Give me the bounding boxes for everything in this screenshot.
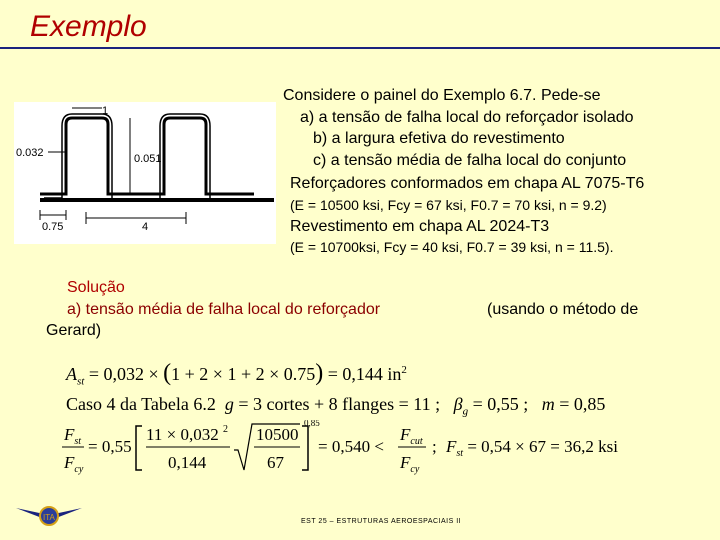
equation-stress — [60, 420, 650, 476]
part-a-label: a) tensão média de falha local do reforçador — [67, 301, 381, 318]
intro-item-a: a) a tensão de falha local do reforçador isolado — [300, 109, 634, 126]
svg-text:0,85: 0,85 — [304, 420, 320, 428]
intro-line1: Considere o painel do Exemplo 6.7. Pede-se — [283, 87, 601, 104]
svg-text:Fst: $F_{st}$ — [64, 425, 82, 447]
svg-text:0,144: 0,144 — [168, 453, 207, 472]
slide-title: Exemplo — [30, 10, 147, 43]
svg-text:10500: 10500 — [256, 425, 299, 444]
dim-thickness-label: 0.032 — [16, 147, 44, 159]
part-a-method-1: (usando o método de — [487, 301, 639, 318]
skin-material: Revestimento em chapa AL 2024-T3 — [290, 218, 550, 235]
dim-flange-label: 0.75 — [42, 221, 64, 233]
solution-heading: Solução — [67, 279, 125, 296]
stiffener-properties: (E = 10500 ksi, Fcy = 67 ksi, F0.7 = 70 ksi, n = 9.2) — [290, 197, 607, 213]
title-rule — [0, 47, 720, 49]
svg-text:= 0,540 <: = 0,540 < — [318, 437, 384, 456]
stiffener-material: Reforçadores conformados em chapa AL 7075-T6 — [290, 175, 645, 192]
part-a-method-2: Gerard) — [46, 322, 102, 339]
svg-text:Fcy: $F_{cy}$ — [400, 453, 420, 475]
equation-case: Caso 4 da Tabela 6.2 g = 3 cortes + 8 flanges = 11 ; $\beta_g = 0,55$ ; m = 0,85 — [66, 394, 606, 418]
svg-text:Fcy: $F_{cy}$ — [64, 453, 84, 475]
footer-course: EST 25 – ESTRUTURAS AEROESPACIAIS II — [301, 518, 462, 525]
dim-spacing-label: 4 — [142, 221, 149, 233]
svg-text:Fcut: $F_{cut}$ — [400, 425, 423, 447]
dim-top-label: 1 — [102, 105, 109, 117]
institution-logo-icon — [14, 494, 84, 534]
svg-text:67: 67 — [267, 453, 284, 472]
intro-item-c: c) a tensão média de falha local do conjunto — [313, 152, 627, 169]
dim-height-label: 0.051 — [134, 153, 162, 165]
skin-properties: (E = 10700ksi, Fcy = 40 ksi, F0.7 = 39 ksi, n = 11.5). — [290, 239, 614, 255]
svg-text:Fst = 0,54 × 67 = 36,2 ksi: $F_{st} = 0,54 \times 67 = 36,2$ ksi — [446, 437, 618, 459]
panel-cross-section-figure — [14, 102, 276, 244]
svg-text:11 × 0,032: 11 × 0,032 — [146, 425, 219, 444]
intro-item-b: b) a largura efetiva do revestimento — [313, 130, 565, 147]
svg-text:;: ; — [432, 437, 437, 456]
svg-text:2: 2 — [223, 424, 228, 435]
equation-area: $A_{st} = 0,032 \times (1 + 2 \times 1 + 2 \times 0.75) = 0,144$ $in^2$ — [66, 360, 407, 388]
svg-text:= 0,55: = 0,55 — [88, 437, 132, 456]
svg-text:ITA: ITA — [43, 513, 55, 522]
